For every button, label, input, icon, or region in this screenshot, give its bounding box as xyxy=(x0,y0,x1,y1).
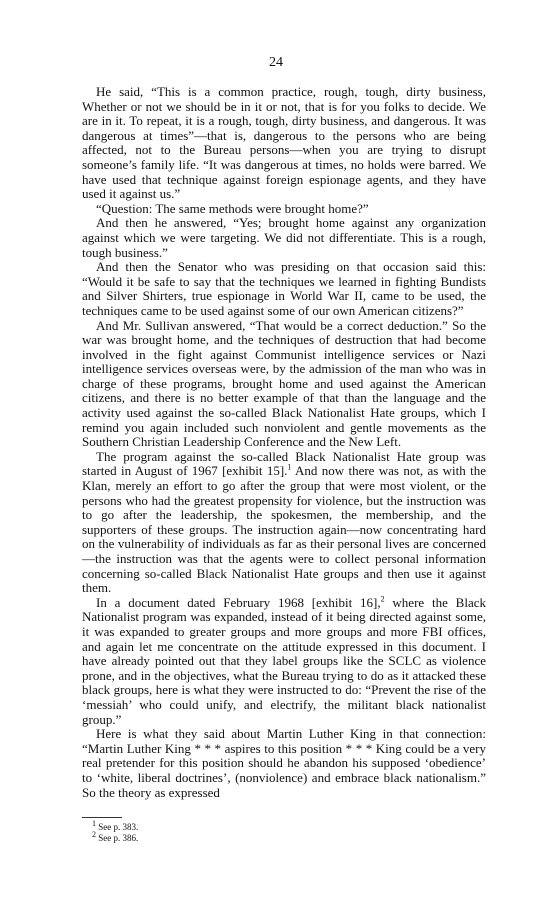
paragraph xyxy=(82,596,486,727)
footnotes xyxy=(92,819,139,843)
paragraph-text: where the Black Nationalist program was expanded, instead of it being directed against some, it was expanded to greater groups and more groups and more FBI offices, and again let me concentrate on the attitude expressed in this document. I have already pointed out that they label groups like the SCLC as violence prone, and in the objectives, what the Bureau trying to do as it attacked these black groups, here is what they were instructed to do: “Prevent the rise of the ‘messiah’ who could unify, and electrify, the militant black nationalist group.” xyxy=(82,594,486,727)
paragraph-text: And now there was not, as with the Klan, merely an effort to go after the group that were most violent, or the persons who had the greatest propensity for violence, but the instruction was to go after the leadership, the spokesmen, the membership, and the supporters of these groups. The instruction again—now concentrating hard on the vulnerability of individuals as far as their personal lives are concerned—the instruction was that the agents were to collect personal information concerning so-called Black Nationalist Hate groups and then use it against them. xyxy=(82,463,486,596)
footnote xyxy=(92,819,139,833)
footnote-text: See p. 383. xyxy=(98,822,139,832)
page-number: 24 xyxy=(269,55,283,70)
paragraph: He said, “This is a common practice, rough, tough, dirty business, Whether or not we should be in it or not, that is for you folks to decide. We are in it. To repeat, it is a rough, tough, dirty business, and dangerous. It was dangerous at times”—that is, dangerous to the persons who are being affected, not to the Bureau persons—when you are trying to disrupt someone’s family life. “It was dangerous at times, no holds were barred. We have used that technique against foreign espionage agents, and they have used it against us.” xyxy=(82,84,486,202)
footnote-text: See p. 386. xyxy=(98,832,139,843)
footnote-ref: 1 xyxy=(287,463,292,473)
footnote-marker: 2 xyxy=(92,829,96,839)
paragraph: And then he answered, “Yes; brought home against any organization against which we were targeting. We did not differentiate. This is a rough, tough business.” xyxy=(82,215,486,260)
footnote xyxy=(92,829,139,844)
paragraph-text: The program against the so-called Black Nationalist Hate group was started in August of 1967 [exhibit 15]. xyxy=(82,448,486,479)
paragraph xyxy=(82,450,486,596)
paragraph: “Question: The same methods were brought home?” xyxy=(96,200,369,216)
body-text xyxy=(82,85,486,800)
footnote-divider xyxy=(82,817,122,818)
paragraph-text: In a document dated February 1968 [exhibit 16], xyxy=(96,594,381,610)
paragraph: Here is what they said about Martin Luther King in that connection: “Martin Luther King * * * aspires to this position * * * King could be a very real pretender for this position should he abandon his supposed ‘obedience’ to ‘white, liberal doctrines’, (nonviolence) and embrace black nationalism.” So the theory as expressed xyxy=(82,726,486,800)
footnote-marker: 1 xyxy=(92,819,96,828)
paragraph: And then the Senator who was presiding on that occasion said this: “Would it be safe to say that the techniques we learned in fighting Bundists and Silver Shirters, true espionage in World War II, came to be used, the techniques came to be used against some of our own American citizens?” xyxy=(82,259,486,318)
paragraph: And Mr. Sullivan answered, “That would be a correct deduction.” So the war was brought home, and the techniques of destruction that had become involved in the fight against Communist intelligence services or Nazi intelligence services overseas were, by the admission of the man who was in charge of these programs, brought home and used against the American citizens, and there is no better example of that than the language and the activity used against the so-called Black Nationalist Hate groups, which I remind you again included such nonviolent and gentle movements as the Southern Christian Leadership Conference and the New Left. xyxy=(82,317,486,450)
footnote-ref: 2 xyxy=(380,594,385,604)
